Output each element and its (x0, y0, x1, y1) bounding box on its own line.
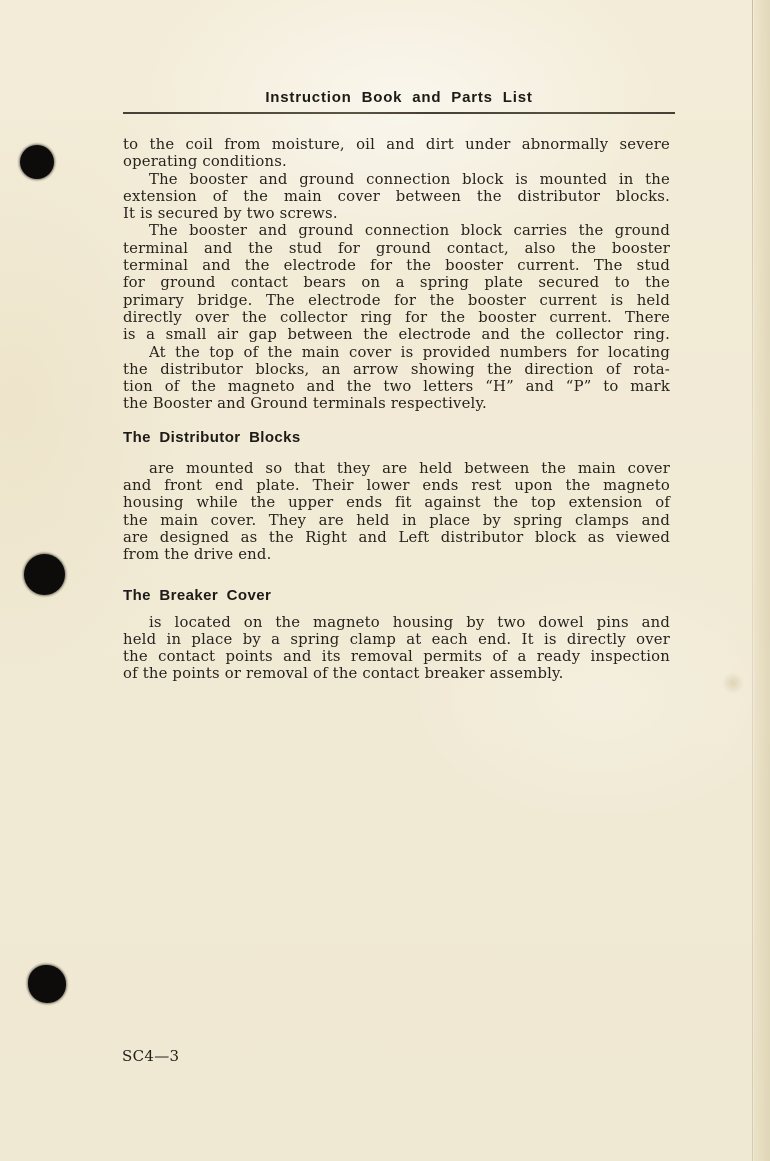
punch-hole-middle (24, 554, 65, 595)
text-line: for ground contact bears on a spring plate secured to the (123, 274, 670, 292)
text-line: primary bridge. The electrode for the booster current is held (123, 291, 670, 309)
section-heading-breaker-cover: The Breaker Cover (123, 586, 272, 604)
page-edge-crease (752, 0, 753, 1161)
text-line: from the drive end. (123, 546, 272, 564)
punch-hole-top (20, 145, 54, 179)
document-body (123, 136, 670, 683)
page-code: SC4—3 (122, 1047, 180, 1065)
text-line: The booster and ground connection block is mounted in the (149, 170, 670, 188)
text-line: the Booster and Ground terminals respectively. (123, 395, 487, 413)
body-paragraph (123, 344, 670, 413)
text-line: extension of the main cover between the distributor blocks. (123, 187, 670, 205)
text-line: held in place by a spring clamp at each end. It is directly over (123, 630, 670, 648)
text-line: to the coil from moisture, oil and dirt under abnormally severe (123, 136, 670, 153)
body-paragraph (123, 136, 670, 171)
text-line: of the points or removal of the contact breaker assembly. (123, 665, 564, 683)
text-line: the distributor blocks, an arrow showing the direction of rota- (123, 360, 670, 378)
text-line: are mounted so that they are held between the main cover (149, 459, 670, 477)
text-line: At the top of the main cover is provided numbers for locating (149, 343, 670, 361)
body-paragraph (123, 171, 670, 223)
body-paragraph (123, 614, 670, 683)
text-line: and front end plate. Their lower ends rest upon the magneto (123, 477, 670, 495)
text-line: terminal and the electrode for the booster current. The stud (123, 257, 670, 275)
text-line: the main cover. They are held in place by spring clamps and (123, 511, 670, 529)
text-line: are designed as the Right and Left distributor block as viewed (123, 528, 670, 546)
punch-hole-bottom (28, 965, 66, 1003)
paper-stain (722, 672, 744, 694)
text-line: The booster and ground connection block carries the ground (149, 222, 670, 240)
section-heading-distributor-blocks: The Distributor Blocks (123, 428, 301, 446)
body-paragraph (123, 460, 670, 564)
text-line: directly over the collector ring for the booster current. There (123, 308, 670, 326)
text-line: is located on the magneto housing by two dowel pins and (149, 613, 670, 631)
text-line: tion of the magneto and the two letters “H” and “P” to mark (123, 378, 670, 396)
text-line: the contact points and its removal permits of a ready inspection (123, 648, 670, 666)
text-line: is a small air gap between the electrode and the collector ring. (123, 326, 670, 344)
text-line: It is secured by two screws. (123, 205, 338, 223)
body-paragraph (123, 222, 670, 343)
text-line: operating conditions. (123, 153, 287, 171)
page-edge-shadow (754, 0, 770, 1161)
running-header: Instruction Book and Parts List (265, 89, 533, 106)
text-line: terminal and the stud for ground contact, also the booster (123, 239, 670, 257)
header-rule (123, 112, 675, 114)
text-line: housing while the upper ends fit against the top extension of (123, 494, 670, 512)
